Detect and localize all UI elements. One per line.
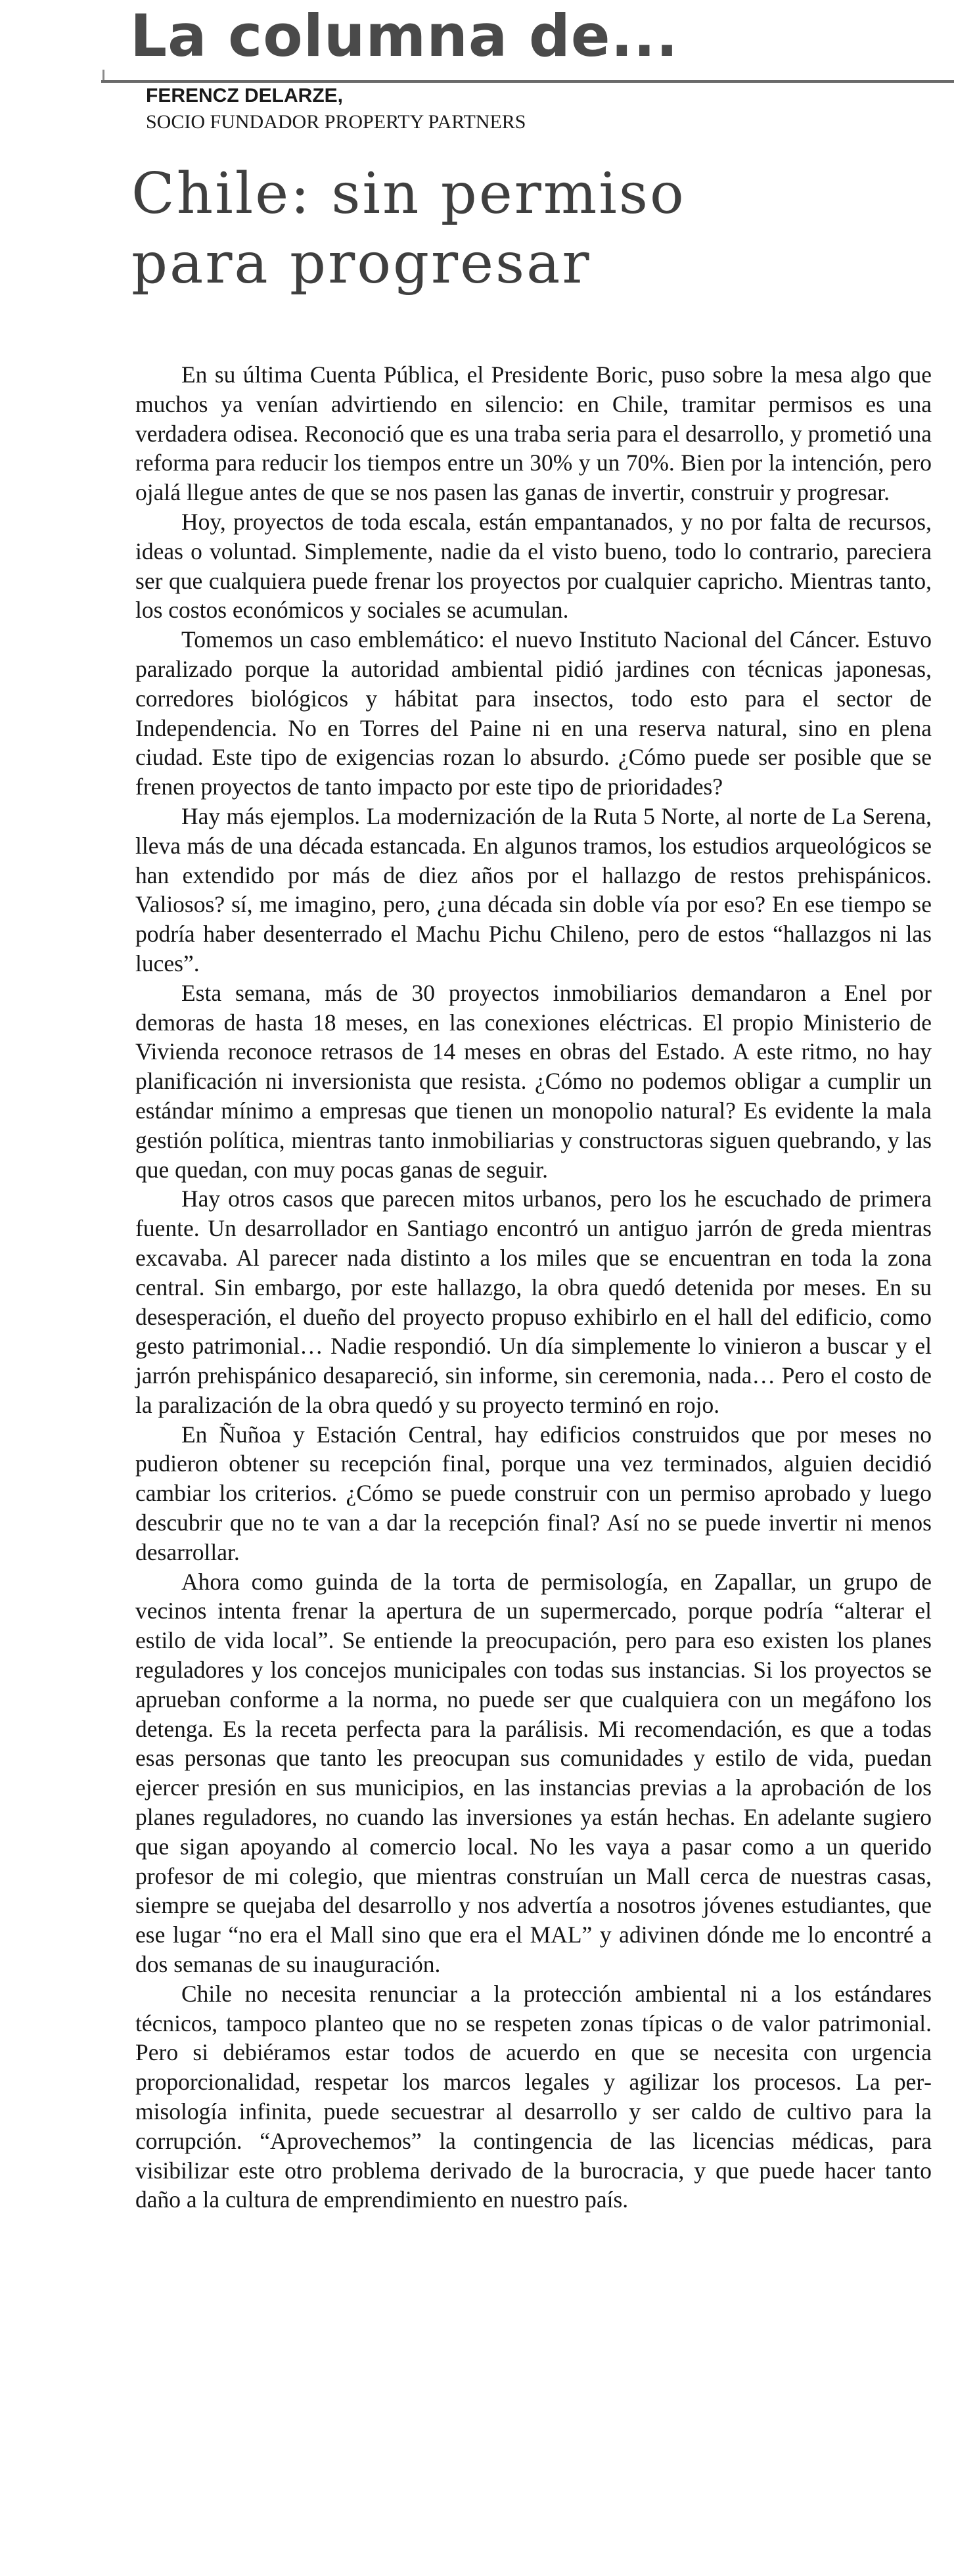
article-paragraph-6: Hay otros casos que parecen mitos urbanos, pero los he escuchado de primera fuente. Un desarrollador en Santiago encontró un antiguo jarrón de greda mientras excavaba. Al parecer nada distinto a los miles que se encuentran en toda la zona central. Sin embargo, por este hallazgo, la obra quedó detenida por meses. En su desesperación, el dueño del proyecto propuso exhibirlo en el hall del edificio, como gesto patrimonial… Nadie respondió. Un día simplemente lo vinieron a buscar y el jarrón prehispánico desapareció, sin informe, sin ceremonia, nada… Pero el costo de la paralización de la obra quedó y su proyecto terminó en rojo. — [135, 1185, 932, 1418]
article-body — [135, 360, 932, 2215]
article-paragraph-2: Hoy, proyectos de toda escala, están empantanados, y no por falta de recursos, ideas o voluntad. Simplemente, nadie da el visto bueno, todo lo contrario, pareciera ser que cualquiera puede frenar los proyectos por cualquier capricho. Mientras tanto, los costos económicos y sociales se acumulan. — [135, 508, 932, 624]
author-role: SOCIO FUNDADOR PROPERTY PARTNERS — [146, 111, 526, 133]
article-paragraph-5: Esta semana, más de 30 proyectos inmobiliarios demandaron a Enel por demoras de hasta 18 meses, en las conexiones eléctricas. El propio Ministerio de Vivienda reconoce retrasos de 14 meses en obras del Estado. A este ritmo, no hay planificación ni inversionista que resista. ¿Cómo no podemos obligar a cumplir un estándar mínimo a empresas que tienen un monopolio natural? Es evidente la mala gestión política, mientras tanto inmobiliarias y constructoras siguen quebrando, y las que quedan, con muy pocas ganas de seguir. — [135, 979, 932, 1183]
article-paragraph-7: En Ñuñoa y Estación Central, hay edificios construidos que por meses no pudieron obtener su recepción final, porque una vez terminados, alguien decidió cambiar los criterios. ¿Cómo se puede construir con un permiso aprobado y luego descubrir que no te van a dar la recepción final? Así no se puede invertir ni menos desarrollar. — [135, 1421, 932, 1565]
header-rule-tick — [102, 70, 104, 80]
headline-line-1: Chile: sin permiso — [131, 161, 686, 227]
author-name: FERENCZ DELARZE, — [146, 85, 343, 106]
section-header: La columna de... — [130, 2, 679, 70]
article-headline — [131, 159, 920, 298]
article-paragraph-4: Hay más ejemplos. La modernización de la Ruta 5 Norte, al norte de La Serena, lleva más de una década estancada. En algunos tramos, los estudios arqueológicos se han extendido por más de diez años por el hallazgo de restos prehispánicos. Valiosos? sí, me imagino, pero, ¿una década sin doble vía por eso? En ese tiempo se podría haber desenterrado el Machu Pichu Chileno, pero de estos “hallazgos ni las luces”. — [135, 802, 932, 977]
headline-line-2: para progresar — [131, 231, 591, 296]
article-paragraph-8: Ahora como guinda de la torta de permisología, en Zapallar, un grupo de vecinos intenta frenar la apertura de un supermercado, porque podría “alterar el estilo de vida local”. Se entiende la preocupación, pero para eso existen los planes reguladores y los concejos municipales con todas sus instancias. Si los proyectos se aprueban conforme a la norma, no puede ser que cualquiera con un megáfono los detenga. Es la receta perfecta para la parálisis. Mi recomendación, es que a todas esas personas que tanto les preocupan sus comunidades y estilo de vida, puedan ejercer presión en sus municipios, en las instancias previas a la aprobación de los planes reguladores, no cuando las inversiones ya están hechas. En adelante sugiero que sigan apoyando al comercio local. No les vaya a pasar como a un querido profesor de mi colegio, que mientras construían un Mall cerca de nuestras casas, siempre se quejaba del desarrollo y nos advertía a nosotros jóvenes estudiantes, que ese lugar “no era el Mall sino que era el MAL” y adivinen dónde me lo encontré a dos semanas de su inauguración. — [135, 1568, 932, 1978]
article-paragraph-1: En su última Cuenta Pública, el Presidente Boric, puso sobre la mesa algo que muchos ya venían advirtiendo en silencio: en Chile, tramitar permisos es una verdadera odisea. Reconoció que es una traba seria para el desarrollo, y prometió una reforma para reducir los tiempos entre un 30% y un 70%. Bien por la intención, pero ojalá llegue antes de que se nos pasen las ganas de invertir, construir y progresar. — [135, 361, 932, 506]
article-paragraph-9: Chile no necesita renunciar a la protección ambiental ni a los estándares técnicos, tampoco planteo que no se respeten zonas típicas o de valor patrimonial. Pero si debiéramos estar todos de acuerdo en que se necesita con urgencia proporcionalidad, respetar los marcos legales y agilizar los procesos. La permisología infinita, puede secuestrar al desarrollo y ser caldo de cultivo para la corrupción. “Aprovechemos” la contingencia de las licencias médicas, para visibilizar este otro problema derivado de la burocracia, y que puede hacer tanto daño a la cultura de emprendimiento en nuestro país. — [135, 1980, 932, 2213]
article-paragraph-3: Tomemos un caso emblemático: el nuevo Instituto Nacional del Cáncer. Estuvo paralizado porque la autoridad ambiental pidió jardines con técnicas japonesas, corredores biológicos y hábitat para insectos, todo esto para el sector de Independencia. No en Torres del Paine ni en una reserva natural, sino en plena ciudad. Este tipo de exigencias rozan lo absurdo. ¿Cómo puede ser posible que se frenen proyectos de tanto impacto por este tipo de prioridades? — [135, 626, 932, 800]
